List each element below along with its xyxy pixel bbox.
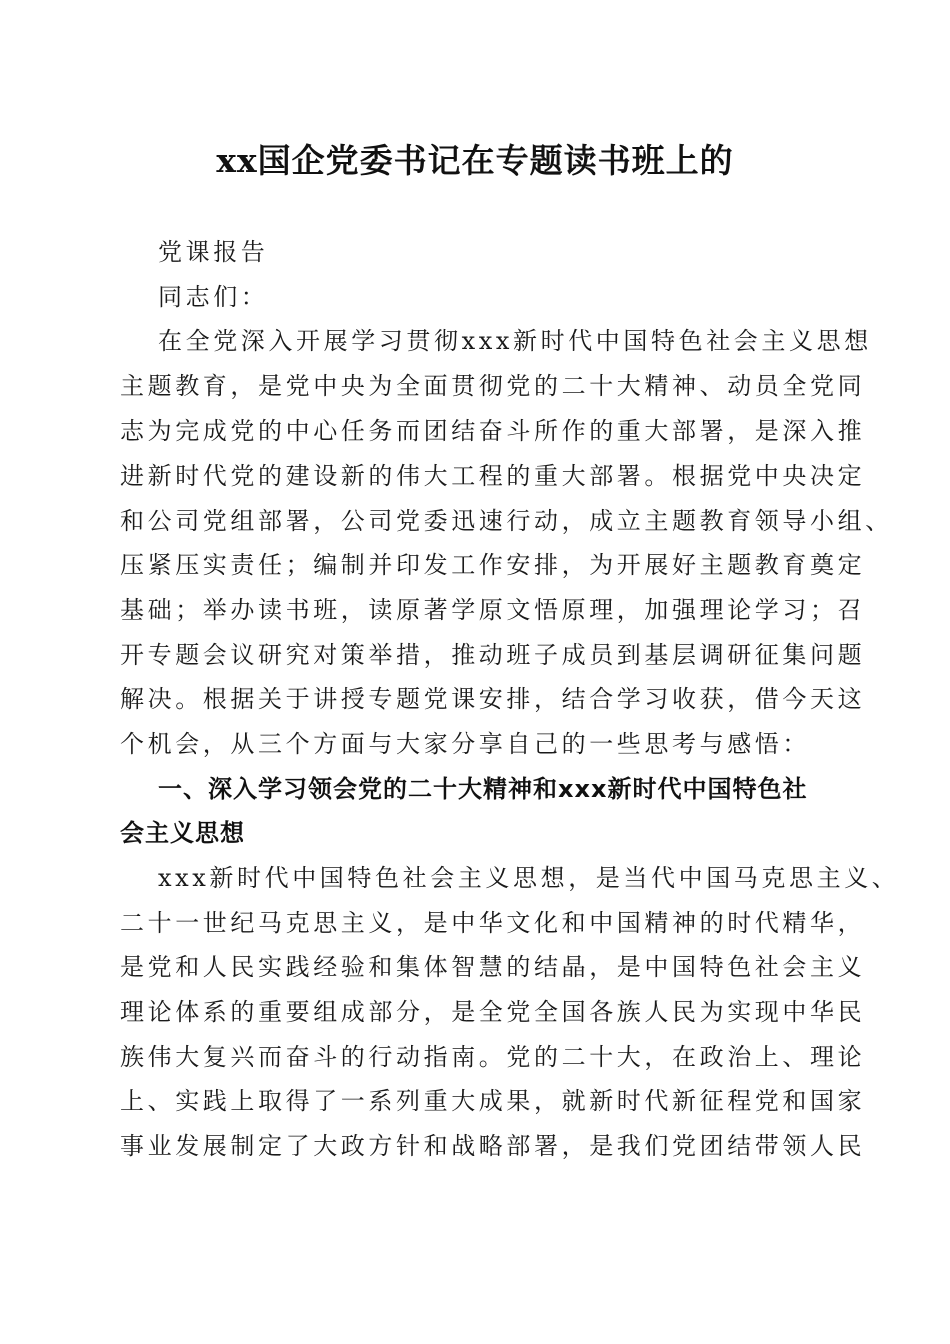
paragraph-line: 二十一世纪马克思主义，是中华文化和中国精神的时代精华，	[120, 909, 866, 937]
paragraph-line: xxx新时代中国特色社会主义思想，是当代中国马克思主义、	[158, 864, 900, 892]
paragraph-line: 个机会，从三个方面与大家分享自己的一些思考与感悟：	[120, 730, 810, 758]
salutation: 同志们：	[158, 283, 269, 311]
paragraph-line: 基础；举办读书班，读原著学原文悟原理，加强理论学习；召	[120, 596, 866, 624]
paragraph-line: 志为完成党的中心任务而团结奋斗所作的重大部署，是深入推	[120, 417, 866, 445]
document-title: xx国企党委书记在专题读书班上的	[216, 141, 734, 180]
paragraph-line: 事业发展制定了大政方针和战略部署，是我们党团结带领人民	[120, 1132, 866, 1160]
paragraph-line: 族伟大复兴而奋斗的行动指南。党的二十大，在政治上、理论	[120, 1043, 866, 1071]
paragraph-line: 理论体系的重要组成部分，是全党全国各族人民为实现中华民	[120, 998, 866, 1026]
paragraph-line: 压紧压实责任；编制并印发工作安排，为开展好主题教育奠定	[120, 551, 866, 579]
paragraph-line: 主题教育，是党中央为全面贯彻党的二十大精神、动员全党同	[120, 372, 866, 400]
section-heading: 一、深入学习领会党的二十大精神和xxx新时代中国特色社	[158, 775, 808, 803]
paragraph-line: 和公司党组部署，公司党委迅速行动，成立主题教育领导小组、	[120, 507, 893, 535]
paragraph-line: 是党和人民实践经验和集体智慧的结晶，是中国特色社会主义	[120, 953, 866, 981]
section-heading: 会主义思想	[120, 819, 245, 847]
paragraph-line: 进新时代党的建设新的伟大工程的重大部署。根据党中央决定	[120, 462, 866, 490]
paragraph-line: 解决。根据关于讲授专题党课安排，结合学习收获，借今天这	[120, 685, 866, 713]
paragraph-line: 在全党深入开展学习贯彻xxx新时代中国特色社会主义思想	[158, 327, 872, 355]
document-subtitle: 党课报告	[158, 238, 269, 266]
paragraph-line: 开专题会议研究对策举措，推动班子成员到基层调研征集问题	[120, 641, 866, 669]
paragraph-line: 上、实践上取得了一系列重大成果，就新时代新征程党和国家	[120, 1087, 866, 1115]
